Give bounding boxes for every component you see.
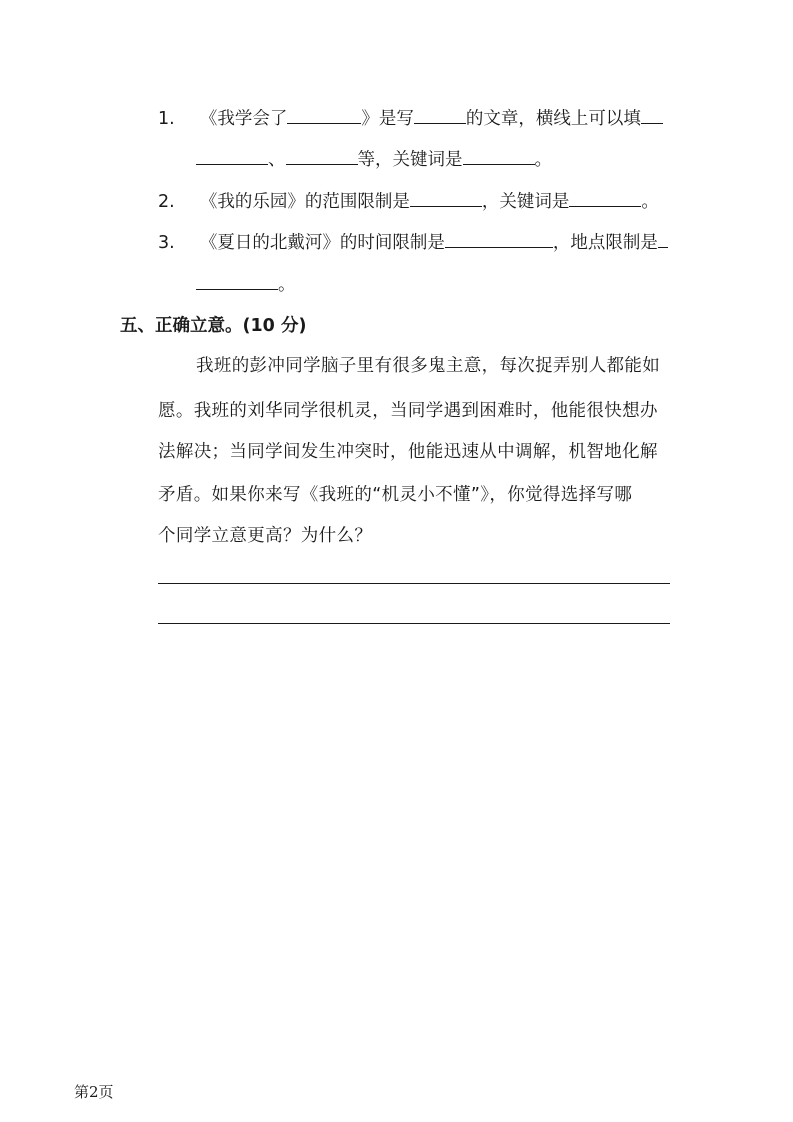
answer-blank[interactable] [286, 149, 358, 165]
question-1-line-2: 、 等，关键词是 。 [196, 149, 552, 171]
answer-blank[interactable] [658, 232, 668, 248]
answer-blank[interactable] [463, 149, 535, 165]
answer-blank[interactable] [414, 108, 466, 124]
answer-blank[interactable] [196, 274, 278, 290]
answer-blank[interactable] [445, 232, 553, 248]
section-5-text-line-4: 矛盾。如果你来写《我班的“机灵小不懂”》，你觉得选择写哪 [158, 485, 633, 505]
answer-writing-line[interactable] [158, 623, 670, 624]
answer-blank[interactable] [569, 191, 641, 207]
answer-blank[interactable] [641, 108, 663, 124]
answer-blank[interactable] [410, 191, 482, 207]
section-5-text-line-3: 法解决；当同学间发生冲突时，他能迅速从中调解，机智地化解 [158, 442, 658, 462]
answer-writing-line[interactable] [158, 583, 670, 584]
question-1-line-1: 1. 《我学会了 》是写 的文章，横线上可以填 [158, 108, 663, 130]
section-5-text-line-2: 愿。我班的刘华同学很机灵，当同学遇到困难时，他能很快想办 [158, 401, 658, 421]
question-2: 2. 《我的乐园》的范围限制是 ，关键词是 。 [158, 192, 659, 212]
question-number: 2. [158, 192, 175, 212]
page-number: 第2页 [74, 1083, 114, 1101]
section-5-title: 五、正确立意。(10 分) [120, 316, 307, 336]
question-3-line-2: 。 [196, 274, 296, 296]
question-3-line-1: 3. 《夏日的北戴河》的时间限制是 ，地点限制是 [158, 232, 668, 254]
answer-blank[interactable] [196, 149, 268, 165]
answer-blank[interactable] [287, 108, 361, 124]
section-5-text-line-5: 个同学立意更高？为什么？ [158, 526, 373, 546]
question-number: 3. [158, 233, 175, 253]
section-5-text-line-1: 我班的彭冲同学脑子里有很多鬼主意，每次捉弄别人都能如 [196, 356, 661, 376]
question-number: 1. [158, 109, 175, 129]
